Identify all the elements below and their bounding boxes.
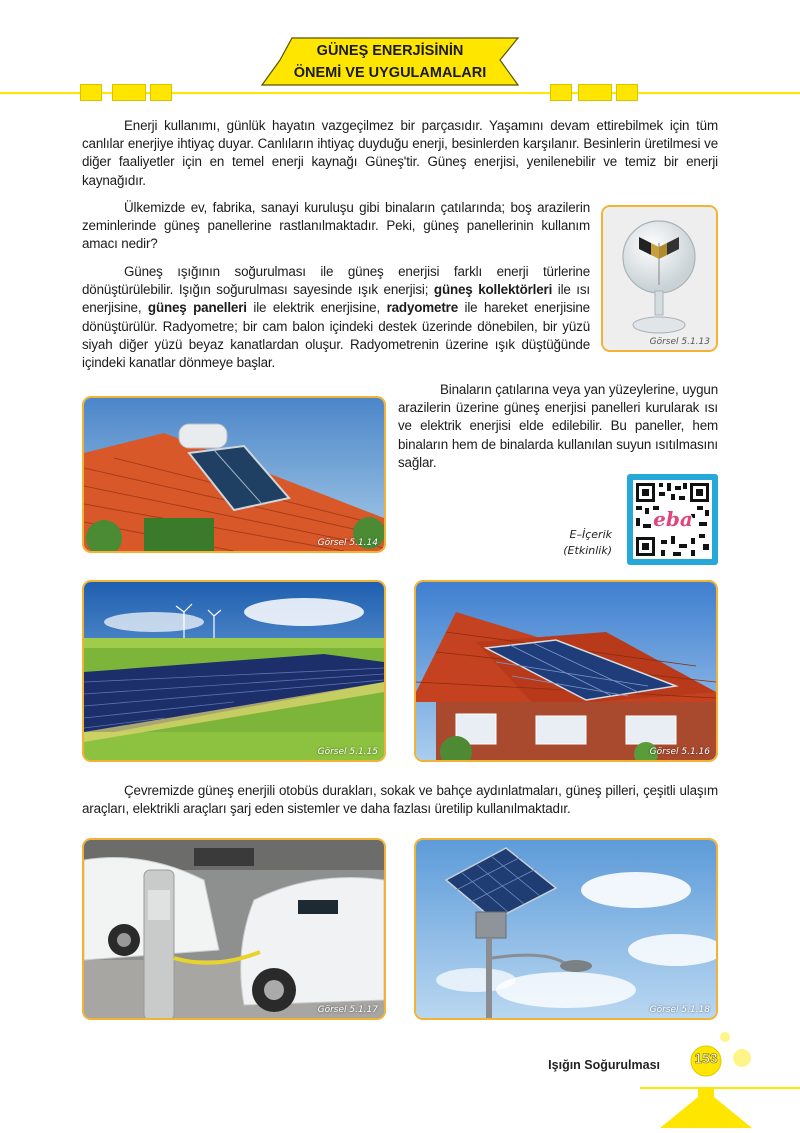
paragraph-3-part: ile hareket enerjisine dönüştürülür. Radyometre; bir cam balon içindeki destek üzerinde dönebilen, bir yüzü siyah diğer yüzü beyaz kanatlardan oluşur. Radyometrenin üzerine ışık düştüğünde içindeki kanatlar dönmeye başlar. [82, 300, 590, 371]
figure-caption-5-1-15: Görsel 5.1.15 [317, 747, 378, 757]
page-title-line1: GÜNEŞ ENERJİSİNİN [316, 43, 464, 59]
photo-solar-water-heater [82, 396, 386, 553]
solar-heater-illustration [84, 398, 384, 551]
paragraph-3 [82, 263, 590, 372]
e-content-label [540, 527, 612, 559]
paragraph-3-text [82, 263, 590, 372]
paragraph-3-part: ile ısı enerjisine, [82, 282, 590, 316]
photo-ev-charging [82, 838, 386, 1020]
figure-caption-5-1-17: Görsel 5.1.17 [317, 1005, 378, 1015]
header-square [80, 84, 102, 101]
page-title [270, 40, 510, 84]
photo-solar-street-light [414, 838, 718, 1020]
header-square [112, 84, 146, 101]
eba-logo: eba [653, 507, 693, 531]
page-number: 153 [694, 1050, 718, 1066]
header-square [616, 84, 638, 101]
figure-caption-5-1-14: Görsel 5.1.14 [317, 538, 378, 548]
qr-code-link[interactable] [627, 474, 718, 565]
term-solar-panels: güneş panelleri [147, 300, 247, 316]
footer-decoration [640, 1025, 800, 1128]
header-square [550, 84, 572, 101]
e-content-subtitle: (Etkinlik) [563, 544, 612, 557]
paragraph-1 [82, 117, 718, 190]
term-radiometer: radyometre [386, 300, 458, 316]
term-solar-collectors: güneş kollektörleri [433, 282, 553, 298]
paragraph-3-part: ile elektrik enerjisine, [246, 300, 387, 316]
page-title-line2: ÖNEMİ VE UYGULAMALARI [293, 65, 487, 81]
paragraph-5-text: Çevremizde güneş enerjili otobüs durakları, sokak ve bahçe aydınlatmaları, güneş pilleri, çeşitli ulaşım araçları, elektrikli araçları şarj eden sistemler ve daha fazlası üretilip kullanılmaktadır. [82, 783, 718, 817]
flask-decoration [640, 1025, 800, 1128]
header-square [150, 84, 172, 101]
paragraph-2 [82, 199, 590, 254]
paragraph-1-text: Enerji kullanımı, günlük hayatın vazgeçilmez bir parçasıdır. Yaşamını devam ettirebilmek için tüm canlılar enerjiye ihtiyaç duyar. Canlıların ihtiyaç duyduğu enerji, besinlerden karşılanır. Besinlerin üretilmesi ve diğer faaliyetler için en temel enerji kaynağı Güneş'tir. Güneş enerjisi, yenilenebilir ve temiz bir enerji kaynağıdır. [82, 118, 718, 188]
house-roof-illustration [416, 582, 716, 760]
ev-charging-illustration [84, 840, 384, 1018]
paragraph-4 [398, 381, 718, 472]
figure-caption-5-1-13: Görsel 5.1.13 [649, 337, 710, 347]
paragraph-4-text: Binaların çatılarına veya yan yüzeylerine, uygun arazilerin üzerine güneş enerjisi panelleri kurularak ısı ve elektrik enerjisi elde edilebilir. Bu paneller, hem binaların hem de binalarda kullanılan suyun ısıtılmasını sağlar. [398, 382, 718, 470]
figure-caption-5-1-18: Görsel 5.1.18 [649, 1005, 710, 1015]
street-light-illustration [416, 840, 716, 1018]
photo-radiometer [601, 205, 718, 352]
radiometer-illustration [603, 207, 716, 350]
figure-caption-5-1-16: Görsel 5.1.16 [649, 747, 710, 757]
e-content-title: E–İçerik [569, 528, 612, 541]
solar-farm-illustration [84, 582, 384, 760]
paragraph-3-part: Güneş ışığının soğurulması ile güneş enerjisi farklı enerji türlerine dönüştürülebilir. Işığın soğurulması sayesinde ışık enerjisi; [82, 264, 590, 298]
photo-solar-farm [82, 580, 386, 762]
paragraph-2-text: Ülkemizde ev, fabrika, sanayi kuruluşu gibi binaların çatılarında; boş arazilerin zeminlerinde güneş panellerine rastlanılmaktadır. Peki, güneş panellerinin kullanım amacı nedir? [82, 200, 590, 252]
photo-house-solar-roof [414, 580, 718, 762]
header-square [578, 84, 612, 101]
paragraph-5 [82, 782, 718, 818]
footer-chapter-title: Işığın Soğurulması [548, 1058, 660, 1072]
